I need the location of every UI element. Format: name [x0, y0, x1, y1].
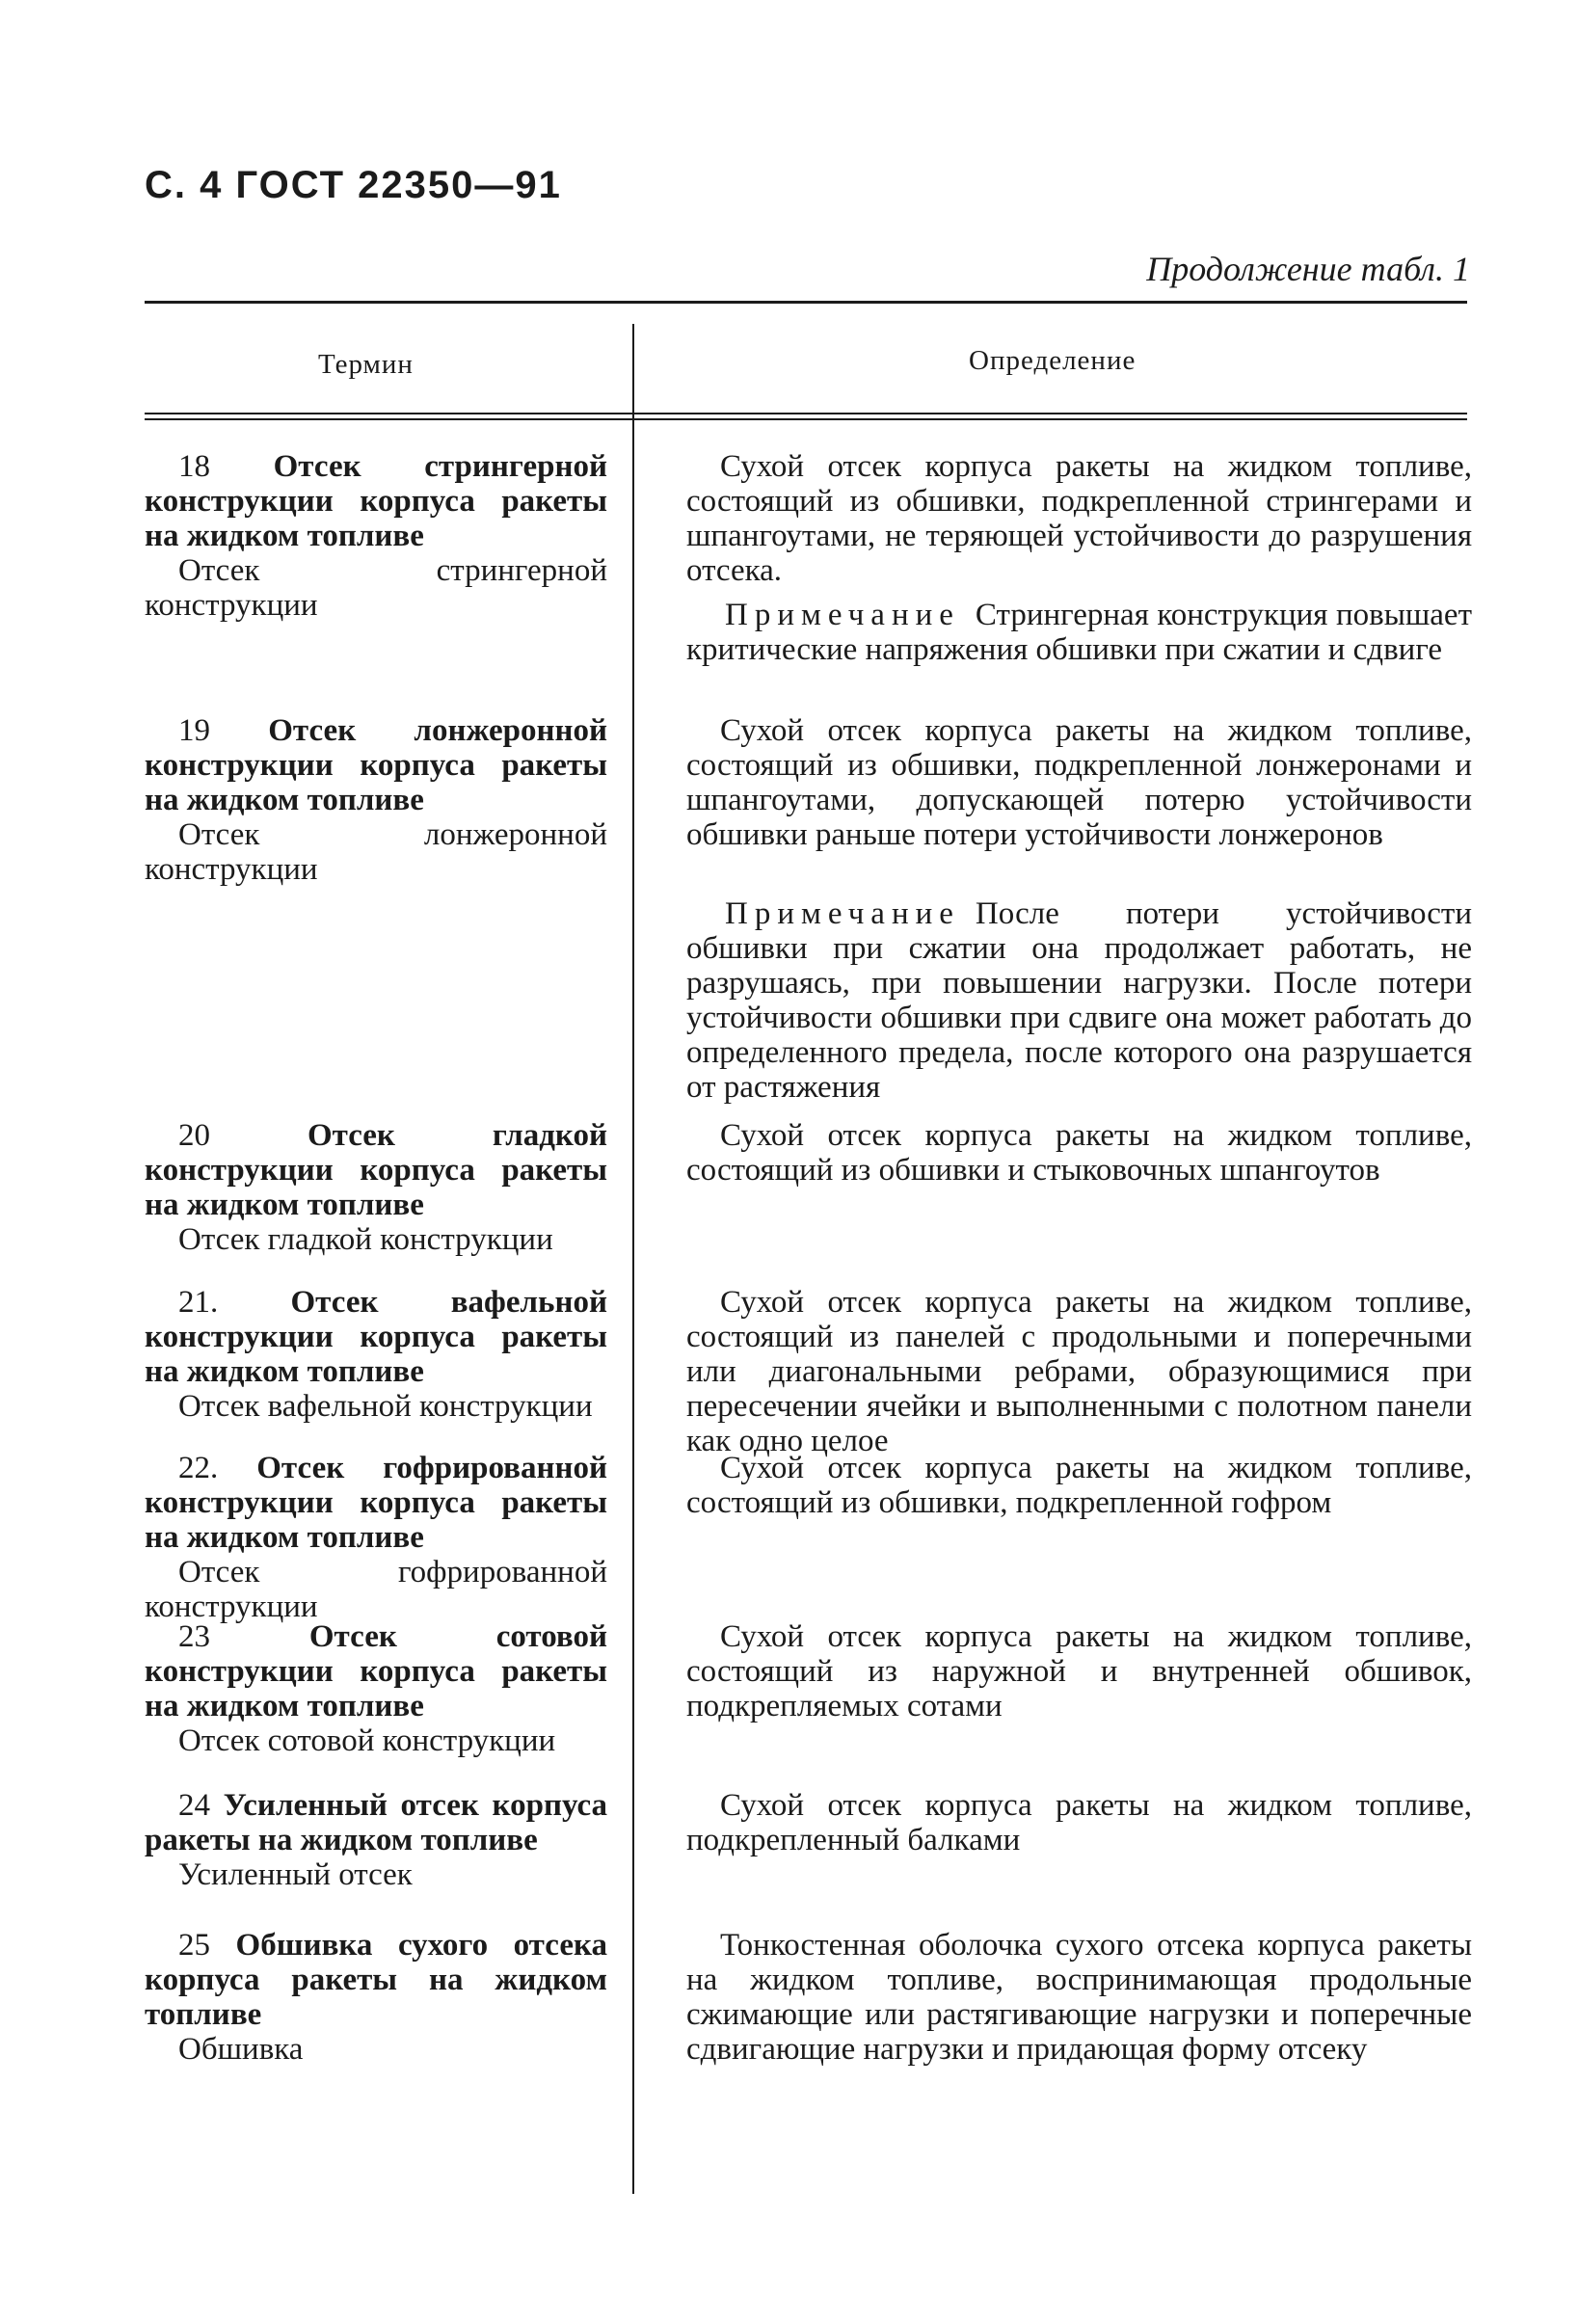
table-header-rule-double: [145, 418, 1467, 420]
definition-text: Тонкостенная оболочка сухого отсека корпуса ракеты на жидком топливе, воспринимающая продольные сжимающие или растягивающие нагрузки и поперечные сдвигающие нагрузки и придающая форму отсеку: [686, 1928, 1472, 2067]
term-number: 25: [178, 1928, 210, 1963]
term-entry-21: [145, 1285, 607, 1424]
term-short-form: Отсек сотовой конструкции: [178, 1723, 556, 1758]
definition-19: [686, 713, 1472, 852]
term-title: Отсек гладкой конструкции корпуса ракеты на жидком топливе: [145, 1118, 607, 1222]
term-number: 22.: [178, 1451, 219, 1485]
term-title: Усиленный отсек корпуса ракеты на жидком топливе: [145, 1788, 608, 1857]
term-number: 24: [178, 1788, 210, 1823]
note-label: Примечание: [725, 598, 960, 632]
definition-text: Сухой отсек корпуса ракеты на жидком топливе, состоящий из обшивки, подкрепленной стрингерами и шпангоутами, не теряющей устойчивости до разрушения отсека.: [686, 449, 1472, 588]
term-number: 19: [178, 713, 210, 748]
term-number: 20: [178, 1118, 210, 1153]
term-entry-22: [145, 1451, 607, 1624]
definition-text: Сухой отсек корпуса ракеты на жидком топливе, состоящий из обшивки, подкрепленной гофром: [686, 1451, 1472, 1520]
table-continuation-label: Продолжение табл. 1: [1146, 250, 1470, 288]
definition-text: Сухой отсек корпуса ракеты на жидком топливе, состоящий из обшивки, подкрепленной лонжеронами и шпангоутами, допускающей потерю устойчивости обшивки раньше потери устойчивости лонжеронов: [686, 713, 1472, 852]
term-entry-20: [145, 1118, 607, 1257]
definition-18: [686, 449, 1472, 588]
definition-24: [686, 1788, 1472, 1857]
term-title: Обшивка сухого отсека корпуса ракеты на жидком топливе: [145, 1928, 608, 2032]
definition-25: [686, 1928, 1472, 2067]
definition-21: [686, 1285, 1472, 1458]
term-entry-23: [145, 1619, 607, 1758]
definition-text: Сухой отсек корпуса ракеты на жидком топливе, состоящий из наружной и внутренней обшивок, подкрепляемых сотами: [686, 1619, 1472, 1723]
note-18: [686, 598, 1472, 667]
note-text: Стрингерная конструкция повышает критические напряжения обшивки при сжатии и сдвиге: [686, 598, 1472, 667]
note-label: Примечание: [725, 896, 960, 931]
page-header: С. 4 ГОСТ 22350—91: [145, 164, 562, 206]
term-entry-18: [145, 449, 607, 623]
definition-23: [686, 1619, 1472, 1723]
table-header-rule: [145, 413, 1467, 414]
column-header-term: Термин: [318, 349, 414, 380]
term-short-form: Отсек вафельной конструкции: [178, 1389, 593, 1424]
note-text: После потери устойчивости обшивки при сжатии она продолжает работать, не разрушаясь, при повышении нагрузки. После потери устойчивости обшивки при сдвиге она может работать до определенного предела, после которого она разрушается от растяжения: [686, 896, 1472, 1105]
term-title: Отсек гофрированной конструкции корпуса ракеты на жидком топливе: [145, 1451, 607, 1555]
term-short-form: Отсек лонжеронной конструкции: [145, 817, 607, 887]
term-entry-19: [145, 713, 607, 887]
term-entry-24: [145, 1788, 607, 1892]
definition-20: [686, 1118, 1472, 1188]
term-short-form: Отсек гофрированной конструкции: [145, 1555, 607, 1624]
term-title: Отсек сотовой конструкции корпуса ракеты на жидком топливе: [145, 1619, 607, 1723]
term-title: Отсек лонжеронной конструкции корпуса ракеты на жидком топливе: [145, 713, 607, 817]
term-title: Отсек стрингерной конструкции корпуса ракеты на жидком топливе: [145, 449, 607, 553]
term-short-form: Отсек стрингерной конструкции: [145, 553, 607, 623]
term-title: Отсек вафельной конструкции корпуса ракеты на жидком топливе: [145, 1285, 607, 1389]
term-number: 21.: [178, 1285, 219, 1320]
note-19: [686, 896, 1472, 1105]
definition-text: Сухой отсек корпуса ракеты на жидком топливе, состоящий из панелей с продольными и поперечными или диагональными ребрами, образующимися при пересечении ячейки и выполненными с полотном панели как одно целое: [686, 1285, 1472, 1458]
definition-text: Сухой отсек корпуса ракеты на жидком топливе, подкрепленный балками: [686, 1788, 1472, 1857]
term-short-form: Обшивка: [178, 2032, 304, 2067]
term-short-form: Усиленный отсек: [178, 1857, 413, 1892]
term-number: 18: [178, 449, 210, 484]
table-column-divider: [632, 324, 634, 2194]
column-header-definition: Определение: [969, 345, 1137, 376]
table-top-rule: [145, 301, 1467, 304]
term-number: 23: [178, 1619, 210, 1654]
definition-text: Сухой отсек корпуса ракеты на жидком топливе, состоящий из обшивки и стыковочных шпангоутов: [686, 1118, 1472, 1188]
term-entry-25: [145, 1928, 607, 2067]
term-short-form: Отсек гладкой конструкции: [178, 1222, 553, 1257]
definition-22: [686, 1451, 1472, 1520]
